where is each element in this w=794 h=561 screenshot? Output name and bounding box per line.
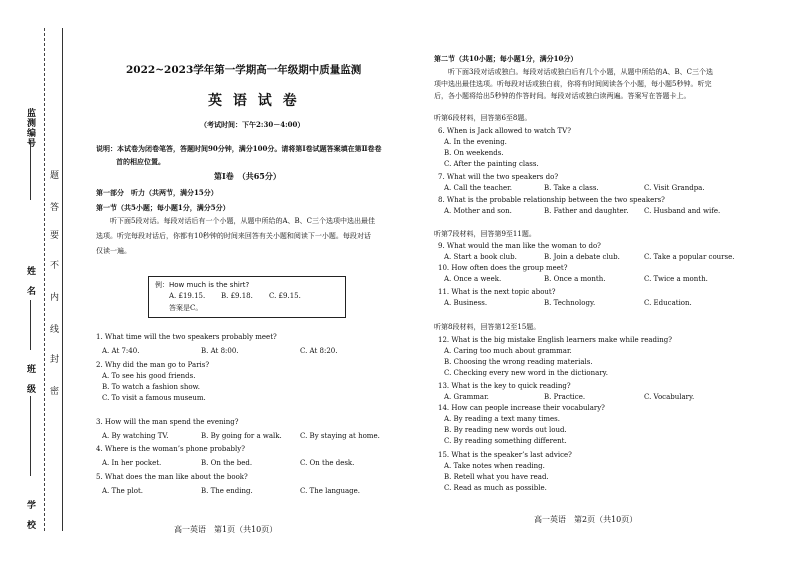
- question-text: 10. How often does the group meet?: [438, 264, 568, 272]
- answer-option[interactable]: C. By reading something different.: [444, 437, 567, 445]
- class-field[interactable]: [30, 396, 31, 476]
- answer-option[interactable]: C. Vocabulary.: [644, 393, 695, 401]
- directions-line-2: 选项。听完每段对话后，你都有10秒钟的时间来回答有关小题和阅读下一小题。每段对话: [96, 232, 371, 240]
- name-field[interactable]: [30, 300, 31, 350]
- exam-header: 2022~2023学年第一学期高一年级期中质量监测: [126, 64, 362, 76]
- question-text: 5. What does the man like about the book?: [96, 473, 248, 481]
- section2-heading: 第二节（共10小题；每小题1分，满分10分）: [434, 54, 578, 63]
- answer-option[interactable]: C. Take a popular course.: [644, 253, 735, 261]
- group-heading-9-11: 听第7段材料，回答第9至11题。: [434, 230, 536, 238]
- question-text: 7. What will the two speakers do?: [438, 173, 559, 181]
- answer-option[interactable]: B. On the bed.: [201, 459, 253, 467]
- seal-char: 封: [50, 355, 60, 365]
- binding-margin: [0, 0, 80, 561]
- directions2-line-2: 项中选出最佳选项。听每段对话或独白前，你将有时间阅读各个小题，每小题5秒钟。听完: [434, 80, 712, 88]
- answer-option[interactable]: A. To see his good friends.: [102, 372, 196, 380]
- answer-option[interactable]: C. At 8:20.: [300, 347, 338, 355]
- answer-option[interactable]: A. By reading a text many times.: [444, 415, 560, 423]
- answer-option[interactable]: A. Mother and son.: [444, 207, 512, 215]
- question-text: 12. What is the big mistake English learners make while reading?: [438, 336, 673, 344]
- answer-option[interactable]: C. Husband and wife.: [644, 207, 721, 215]
- answer-option[interactable]: C. To visit a famous museum.: [102, 394, 206, 402]
- answer-option[interactable]: A. Once a week.: [444, 275, 502, 283]
- answer-option[interactable]: A. Grammar.: [444, 393, 489, 401]
- example-option-b: B. £9.18.: [221, 292, 253, 300]
- question-text: 3. How will the man spend the evening?: [96, 418, 239, 426]
- exam-number-label: 监测编号: [25, 108, 35, 148]
- answer-option[interactable]: A. The plot.: [102, 487, 144, 495]
- seal-char: 不: [50, 261, 60, 271]
- section1-heading: 第一节（共5小题；每小题1分，满分5分）: [96, 203, 230, 212]
- instructions-line-2: 首的相应位置。: [116, 157, 165, 166]
- group-heading-12-15: 听第8段材料，回答第12至15题。: [434, 323, 541, 331]
- answer-option[interactable]: C. Twice a month.: [644, 275, 708, 283]
- group-heading-6-8: 听第6段材料，回答第6至8题。: [434, 114, 532, 122]
- answer-option[interactable]: A. At 7:40.: [102, 347, 140, 355]
- page-footer-2: 高一英语 第2页（共10页）: [534, 515, 638, 524]
- page-1: [84, 0, 414, 561]
- answer-option[interactable]: B. Father and daughter.: [544, 207, 629, 215]
- answer-option[interactable]: C. By staying at home.: [300, 432, 380, 440]
- seal-line-dashed: [44, 28, 45, 531]
- school-label: 学 校: [25, 500, 35, 530]
- answer-option[interactable]: B. At 8:00.: [201, 347, 239, 355]
- name-label: 姓 名: [25, 266, 35, 296]
- answer-option[interactable]: A. Call the teacher.: [444, 184, 512, 192]
- question-text: 4. Where is the woman’s phone probably?: [96, 445, 245, 453]
- answer-option[interactable]: A. Caring too much about grammar.: [444, 347, 572, 355]
- part1-heading: 第一部分 听力（共两节，满分15分）: [96, 188, 218, 197]
- answer-option[interactable]: B. The ending.: [201, 487, 253, 495]
- answer-option[interactable]: C. After the painting class.: [444, 160, 539, 168]
- directions2-line-1: 听下面3段对话或独白。每段对话或独白后有几个小题，从题中所给的A、B、C三个选: [448, 68, 714, 76]
- directions-line-1: 听下面5段对话。每段对话后有一个小题，从题中所给的A、B、C三个选项中选出最佳: [110, 217, 376, 225]
- answer-option[interactable]: B. To watch a fashion show.: [102, 383, 200, 391]
- answer-option[interactable]: C. Visit Grandpa.: [644, 184, 705, 192]
- exam-time: （考试时间：下午2:30－4:00）: [200, 120, 305, 129]
- example-question: 例：How much is the shirt?: [155, 281, 250, 289]
- question-text: 2. Why did the man go to Paris?: [96, 361, 210, 369]
- answer-option[interactable]: B. On weekends.: [444, 149, 504, 157]
- answer-option[interactable]: C. Checking every new word in the dictionary.: [444, 369, 608, 377]
- answer-option[interactable]: C. Education.: [644, 299, 692, 307]
- example-option-c: C. £9.15.: [269, 292, 301, 300]
- answer-option[interactable]: A. Take notes when reading.: [444, 462, 545, 470]
- directions2-line-3: 后，各小题将给出5秒钟的作答时间。每段对话或独白读两遍。答案写在答题卡上。: [434, 92, 691, 100]
- answer-option[interactable]: C. On the desk.: [300, 459, 355, 467]
- answer-option[interactable]: A. Start a book club.: [444, 253, 517, 261]
- page-footer-1: 高一英语 第1页（共10页）: [174, 525, 278, 534]
- answer-option[interactable]: B. Technology.: [544, 299, 596, 307]
- class-label: 班 级: [25, 364, 35, 394]
- question-text: 1. What time will the two speakers probably meet?: [96, 333, 277, 341]
- question-text: 13. What is the key to quick reading?: [438, 382, 571, 390]
- answer-option[interactable]: A. In her pocket.: [102, 459, 162, 467]
- seal-line: [62, 28, 63, 531]
- answer-option[interactable]: B. Practice.: [544, 393, 586, 401]
- instructions-line-1: 说明：本试卷为闭卷笔答，答题时间90分钟，满分100分。请将第Ⅰ卷试题答案填在第Ⅱ卷卷: [96, 144, 382, 153]
- seal-char: 答: [50, 203, 60, 213]
- seal-char: 要: [50, 231, 60, 241]
- seal-char: 密: [50, 387, 60, 397]
- seal-char: 线: [50, 325, 60, 335]
- question-text: 14. How can people increase their vocabulary?: [438, 404, 605, 412]
- page-2: [434, 0, 779, 561]
- answer-option[interactable]: A. Business.: [444, 299, 488, 307]
- answer-option[interactable]: A. By watching TV.: [102, 432, 169, 440]
- question-text: 8. What is the probable relationship between the two speakers?: [438, 196, 665, 204]
- answer-option[interactable]: B. By going for a walk.: [201, 432, 282, 440]
- seal-char: 题: [50, 171, 60, 181]
- answer-option[interactable]: C. The language.: [300, 487, 361, 495]
- question-text: 15. What is the speaker’s last advice?: [438, 451, 572, 459]
- answer-option[interactable]: A. In the evening.: [444, 138, 507, 146]
- example-box: [148, 276, 346, 318]
- answer-option[interactable]: B. Retell what you have read.: [444, 473, 549, 481]
- directions-line-3: 仅读一遍。: [96, 247, 131, 255]
- question-text: 11. What is the next topic about?: [438, 288, 556, 296]
- example-option-a: A. £19.15.: [169, 292, 206, 300]
- question-text: 9. What would the man like the woman to do?: [438, 242, 601, 250]
- example-answer: 答案是C。: [169, 304, 203, 312]
- answer-option[interactable]: B. Take a class.: [544, 184, 599, 192]
- exam-title: 英 语 试 卷: [208, 93, 300, 109]
- answer-option[interactable]: B. Choosing the wrong reading materials.: [444, 358, 593, 366]
- question-text: 6. When is Jack allowed to watch TV?: [438, 127, 571, 135]
- answer-option[interactable]: B. By reading new words out loud.: [444, 426, 567, 434]
- answer-option[interactable]: C. Read as much as possible.: [444, 484, 547, 492]
- seal-char: 内: [50, 293, 60, 303]
- answer-option[interactable]: B. Join a debate club.: [544, 253, 620, 261]
- answer-option[interactable]: B. Once a month.: [544, 275, 606, 283]
- exam-number-field[interactable]: [30, 140, 31, 200]
- volume-heading: 第Ⅰ卷 （共65分）: [214, 171, 281, 181]
